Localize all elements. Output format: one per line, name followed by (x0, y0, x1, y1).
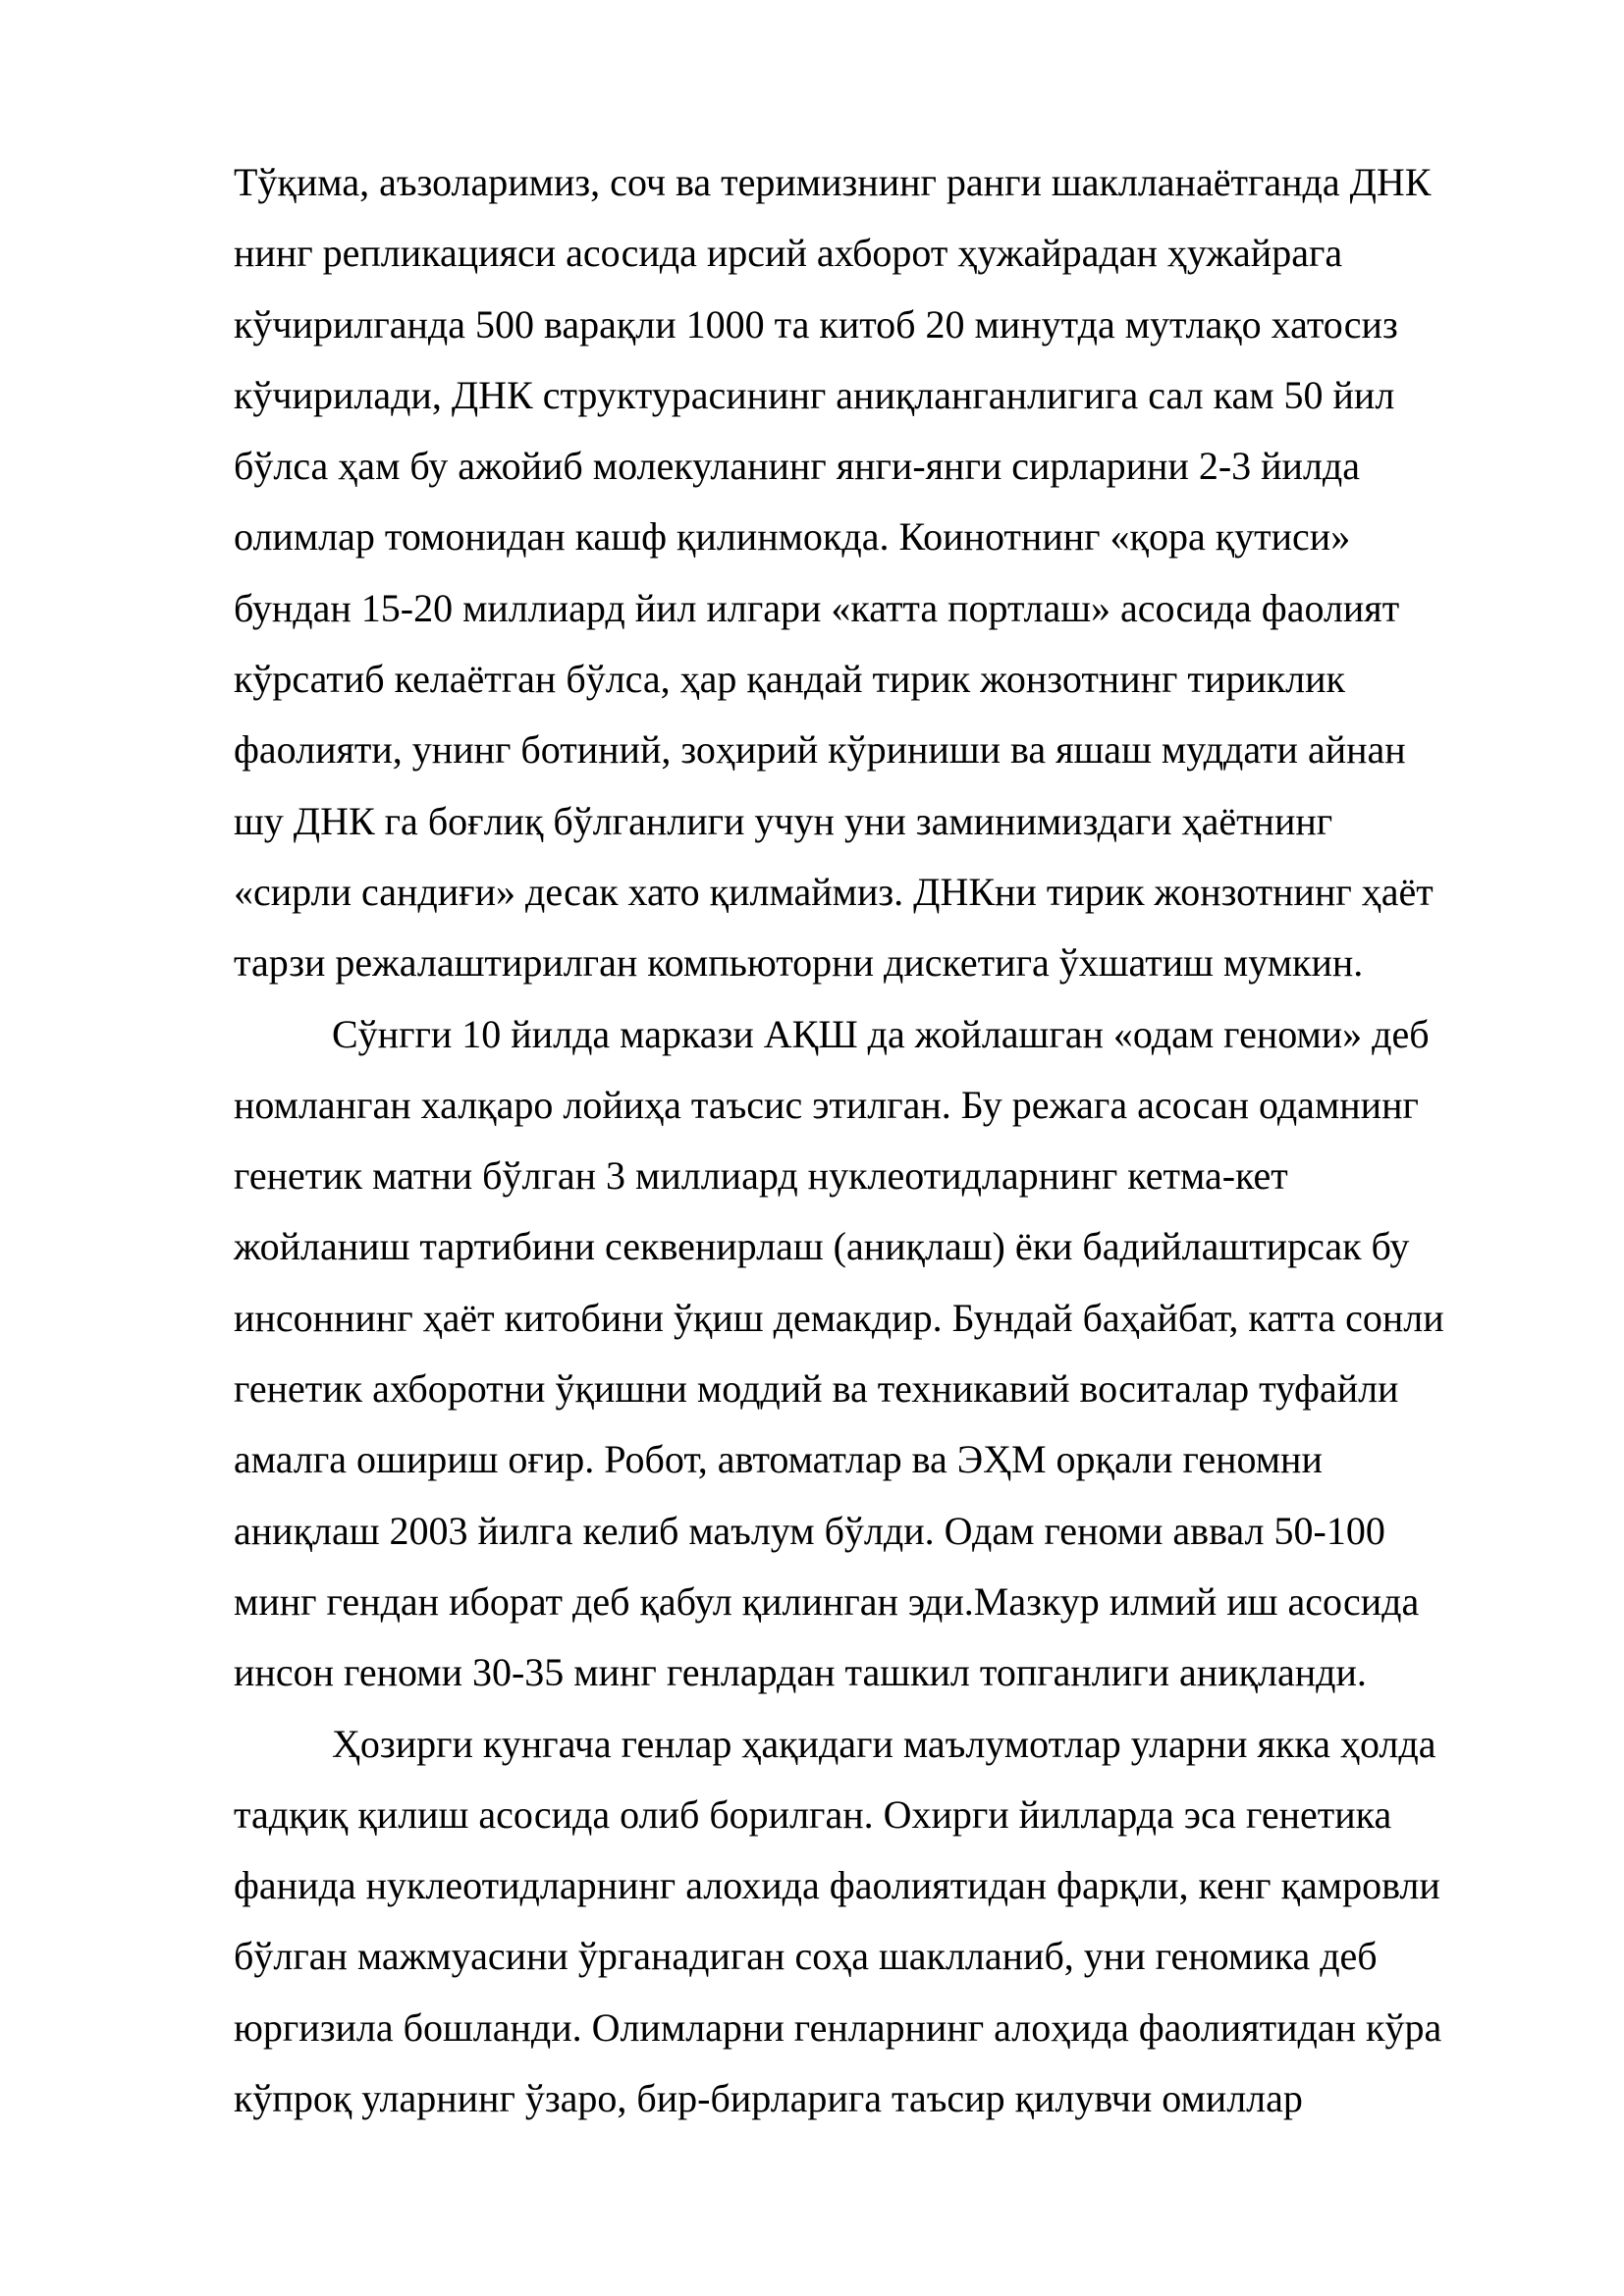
text-line: кўчирилади, ДНК структурасининг аниқланганлигига сал кам 50 йил (234, 372, 1395, 417)
text-line: генетик ахборотни ўқишни моддий ва техникавий воситалар туфайли (234, 1366, 1399, 1412)
text-line: тарзи режалаштирилган компьюторни дискетига ўхшатиш мумкин. (234, 940, 1364, 986)
text-line: амалга ошириш оғир. Робот, автоматлар ва ЭҲМ орқали геномни (234, 1437, 1323, 1482)
text-line: минг гендан иборат деб қабул қилинган эди.Мазкур илмий иш асосида (234, 1578, 1420, 1624)
text-line: Сўнгги 10 йилда маркази АҚШ да жойлашган «одам геноми» деб (332, 1011, 1430, 1056)
text-line: фаолияти, унинг ботиний, зоҳирий кўриниши ва яшаш муддати айнан (234, 727, 1406, 773)
text-line: фанида нуклеотидларнинг алохида фаолиятидан фарқли, кенг қамровли (234, 1863, 1440, 1908)
text-line: нинг репликацияси асосида ирсий ахборот ҳужайрадан ҳужайрага (234, 231, 1343, 276)
text-line: номланган халқаро лойиҳа таъсис этилган. Бу режага асосан одамнинг (234, 1082, 1419, 1127)
text-line: кўпроқ уларнинг ўзаро, бир-бирларига таъсир қилувчи омиллар (234, 2076, 1303, 2121)
text-line: инсон геноми 30-35 минг генлардан ташкил топганлиги аниқланди. (234, 1650, 1367, 1695)
text-line: шу ДНК га боғлиқ бўлганлиги учун уни заминимиздаги ҳаётнинг (234, 798, 1333, 843)
text-line: бўлган мажмуасини ўрганадиган соҳа шаклланиб, уни геномика деб (234, 1934, 1378, 1979)
body-text (234, 147, 1514, 2134)
paragraph-1 (234, 147, 1514, 999)
text-line: бундан 15-20 миллиард йил илгари «катта портлаш» асосида фаолият (234, 585, 1400, 630)
text-line: аниқлаш 2003 йилга келиб маълум бўлди. Одам геноми аввал 50-100 (234, 1508, 1385, 1553)
paragraph-3 (234, 1709, 1514, 2135)
paragraph-2 (234, 999, 1514, 1709)
text-line: кўрсатиб келаётган бўлса, ҳар қандай тирик жонзотнинг тириклик (234, 657, 1345, 702)
text-line: «сирли сандиғи» десак хато қилмаймиз. ДНКни тирик жонзотнинг ҳаёт (234, 869, 1434, 914)
text-line: бўлса ҳам бу ажойиб молекуланинг янги-янги сирларини 2-3 йилда (234, 444, 1361, 489)
text-line: инсоннинг ҳаёт китобини ўқиш демакдир. Бундай баҳайбат, катта сонли (234, 1295, 1444, 1340)
text-line: олимлар томонидан кашф қилинмокда. Коинотнинг «қора қутиси» (234, 514, 1351, 560)
text-line: жойланиш тартибини секвенирлаш (аниқлаш) ёки бадийлаштирсак бу (234, 1224, 1410, 1269)
text-line: тадқиқ қилиш асосида олиб борилган. Охирги йилларда эса генетика (234, 1791, 1392, 1837)
text-line: юргизила бошланди. Олимларни генларнинг алоҳида фаолиятидан кўра (234, 2004, 1442, 2050)
text-line: генетик матни бўлган 3 миллиард нуклеотидларнинг кетма-кет (234, 1153, 1288, 1199)
text-line: кўчирилганда 500 варақли 1000 та китоб 20 минутда мутлақо хатосиз (234, 301, 1398, 347)
text-line: Тўқима, аъзоларимиз, соч ва теримизнинг ранги шаклланаётганда ДНК (234, 160, 1432, 204)
text-line: Ҳозирги кунгача генлар ҳақидаги маълумотлар уларни якка ҳолда (332, 1721, 1436, 1766)
